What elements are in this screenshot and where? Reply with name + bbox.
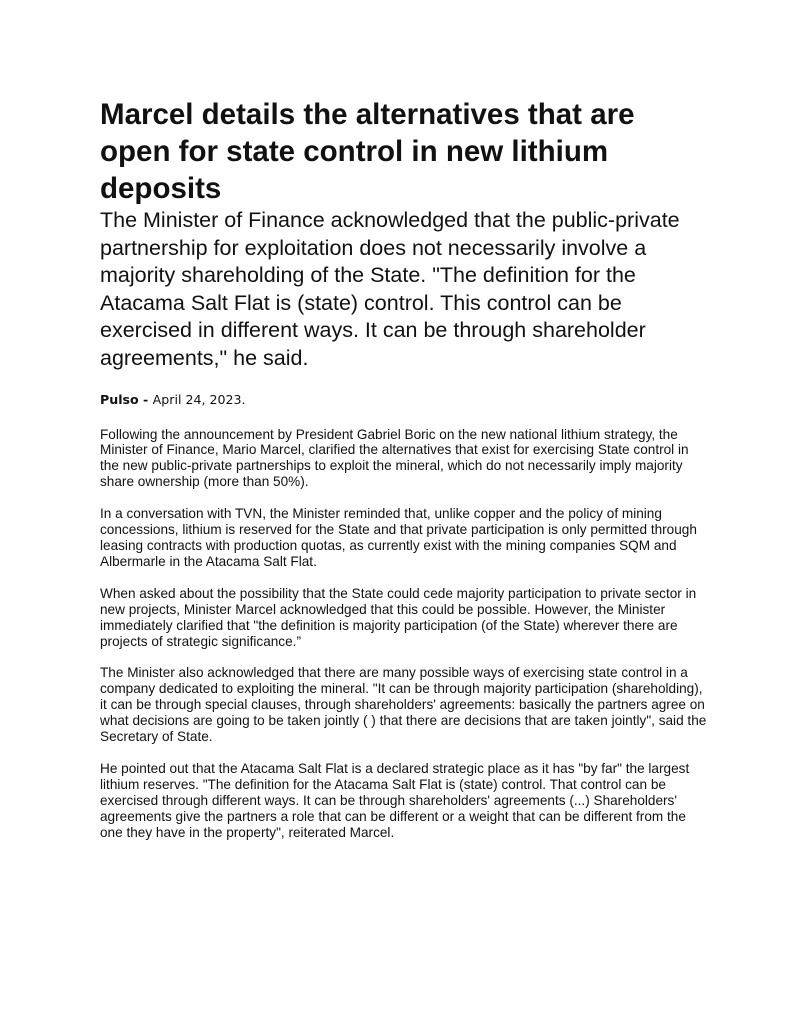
body-paragraph: Following the announcement by President Gabriel Boric on the new national lithium strategy, the Minister of Finance, Mario Marcel, clarified the alternatives that exist for exercising State control in the new public-private partnerships to exploit the mineral, which do not necessarily imply majority share ownership (more than 50%).: [100, 426, 689, 490]
article: [100, 96, 710, 857]
body-paragraph: When asked about the possibility that the State could cede majority participation to private sector in new projects, Minister Marcel acknowledged that this could be possible. However, the Minister immediately clarified that "the definition is majority participation (of the State) wherever there are projects of strategic significance.”: [100, 585, 697, 649]
byline-separator: -: [138, 391, 153, 407]
article-standfirst: The Minister of Finance acknowledged that the public-private partnership for exploitation does not necessarily involve a majority shareholding of the State. "The definition for the Atacama Salt Flat is (state) control. This control can be exercised in different ways. It can be through shareholder agreements," he said.: [100, 208, 680, 370]
article-body: [100, 427, 710, 841]
body-paragraph: He pointed out that the Atacama Salt Flat is a declared strategic place as it has "by far" the largest lithium reserves. "The definition for the Atacama Salt Flat is (state) control. That control can be exercised through different ways. It can be through shareholders' agreements (...) Shareholders' agreements give the partners a role that can be different or a weight that can be different from the one they have in the property", reiterated Marcel.: [100, 760, 690, 840]
body-paragraph: The Minister also acknowledged that there are many possible ways of exercising state control in a company dedicated to exploiting the mineral. "It can be through majority participation (shareholding), it can be through special clauses, through shareholders' agreements: basically the partners agree on what decisions are going to be taken jointly ( ) that there are decisions that are taken jointly", said the Secretary of State.: [100, 665, 707, 745]
article-byline: [100, 391, 710, 409]
article-headline: Marcel details the alternatives that are open for state control in new lithium deposits: [100, 98, 635, 205]
body-paragraph: In a conversation with TVN, the Minister reminded that, unlike copper and the policy of mining concessions, lithium is reserved for the State and that private participation is only permitted through leasing contracts with production quotas, as currently exist with the mining companies SQM and Albermarle in the Atacama Salt Flat.: [100, 506, 697, 569]
byline-source: Pulso: [100, 391, 139, 407]
byline-date: April 24, 2023.: [152, 391, 246, 407]
